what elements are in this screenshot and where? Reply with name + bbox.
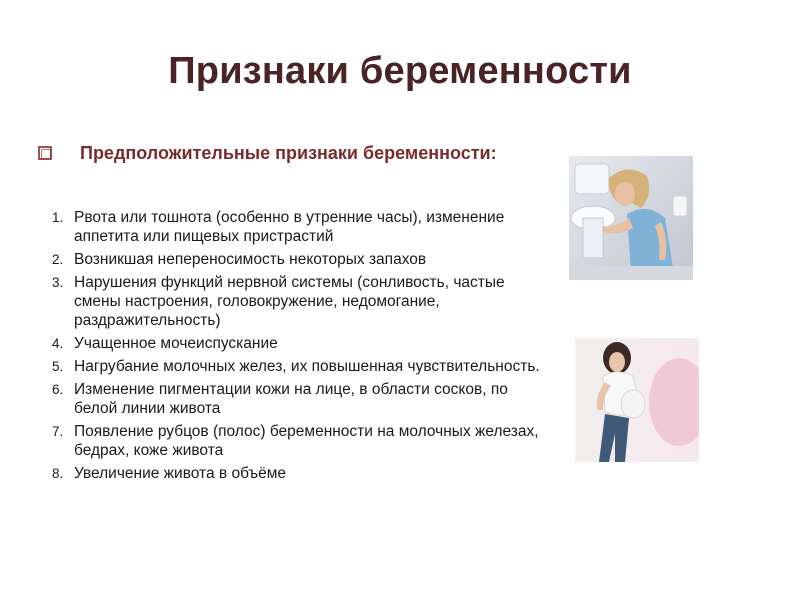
list-item <box>48 422 548 460</box>
item-text: Увеличение живота в объёме <box>74 465 287 482</box>
list-item <box>48 464 548 483</box>
subtitle: Предположительные признаки беременности: <box>80 143 497 163</box>
item-number: 1. <box>52 210 64 225</box>
checkbox-icon <box>38 146 52 160</box>
list-item <box>48 334 548 353</box>
signs-list <box>48 208 548 487</box>
nausea-photo <box>569 156 693 280</box>
item-number: 5. <box>52 359 64 374</box>
item-text: Появление рубцов (полос) беременности на молочных железах, бедрах, коже живота <box>74 423 539 459</box>
list-item <box>48 380 548 418</box>
item-number: 4. <box>52 336 64 351</box>
item-text: Рвота или тошнота (особенно в утренние часы), изменение аппетита или пищевых пристрастий <box>74 209 505 245</box>
list-item <box>48 357 548 376</box>
item-number: 2. <box>52 252 64 267</box>
list-item <box>48 208 548 246</box>
item-text: Учащенное мочеиспускание <box>74 335 278 352</box>
list-item <box>48 273 548 330</box>
item-text: Нарушения функций нервной системы (сонливость, частые смены настроения, головокружение, недомогание, раздражительность) <box>74 274 505 329</box>
item-text: Нагрубание молочных желез, их повышенная чувствительность. <box>74 358 540 375</box>
pregnant-woman-photo <box>575 338 699 462</box>
item-text: Изменение пигментации кожи на лице, в области сосков, по белой линии живота <box>74 381 508 417</box>
item-number: 7. <box>52 424 64 439</box>
list-item <box>48 250 548 269</box>
item-number: 6. <box>52 382 64 397</box>
item-text: Возникшая непереносимость некоторых запахов <box>74 251 427 268</box>
slide-title: Признаки беременности <box>168 50 632 92</box>
item-number: 8. <box>52 466 64 481</box>
item-number: 3. <box>52 275 64 290</box>
